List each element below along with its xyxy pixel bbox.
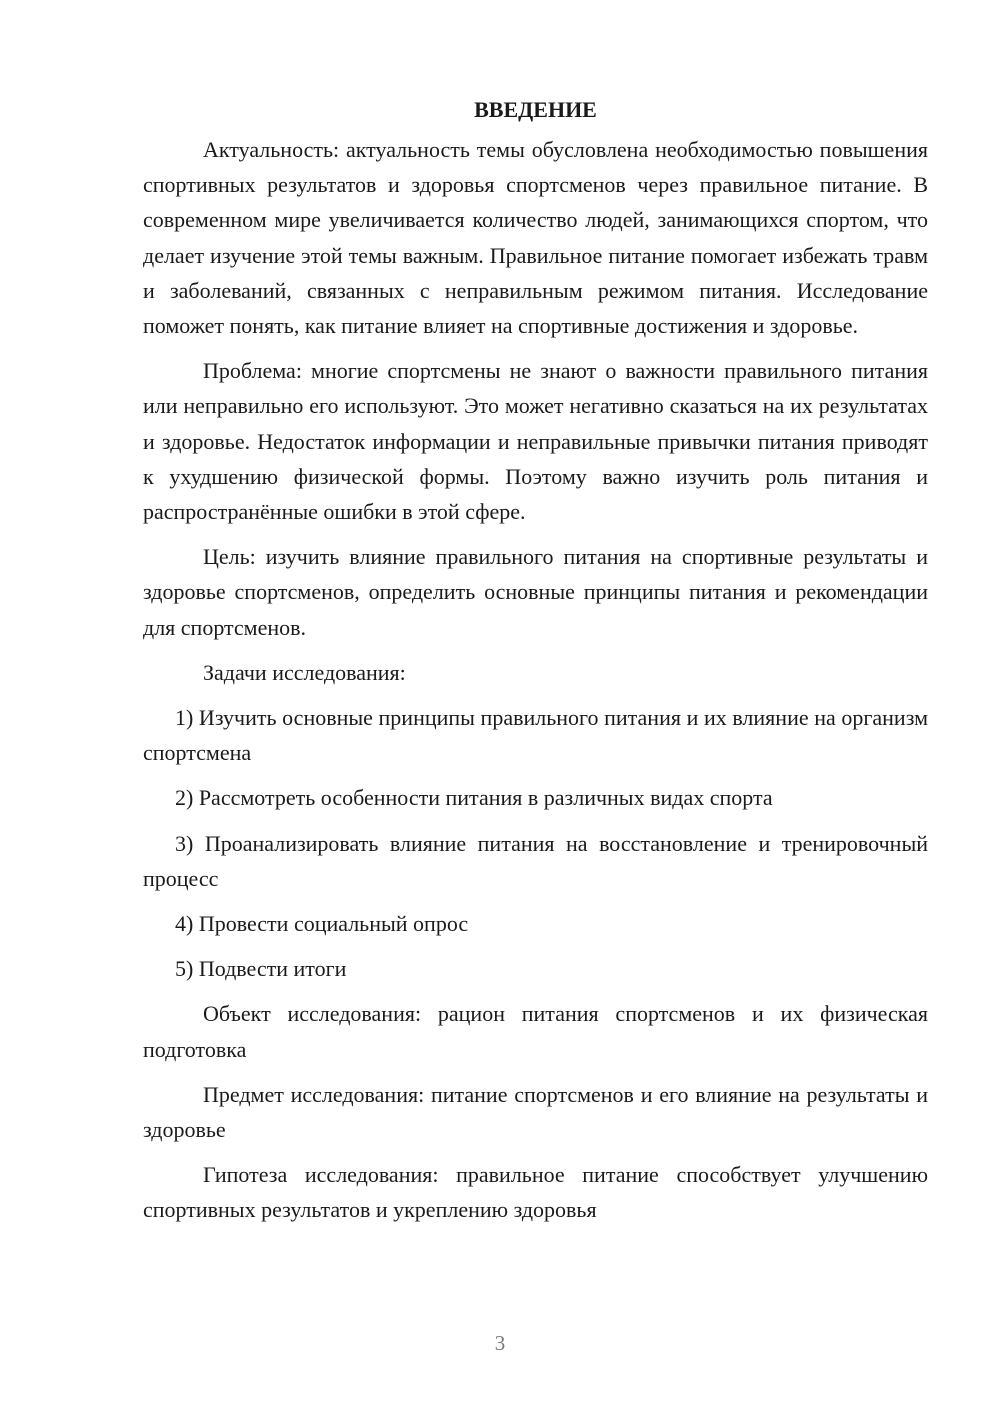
tasks-heading: Задачи исследования: xyxy=(203,659,406,685)
paragraph-object: Объект исследования: рацион питания спортсменов и их физическая подготовка xyxy=(143,1001,928,1062)
task-item-1: 1) Изучить основные принципы правильного питания и их влияние на организм спортсмена xyxy=(143,705,928,766)
paragraph-actuality: Актуальность: актуальность темы обусловлена необходимостью повышения спортивных результатов и здоровья спортсменов через правильное питание. В современном мире увеличивается количество людей, занимающихся спортом, что делает изучение этой темы важным. Правильное питание помогает избежать травм и заболеваний, связанных с неправильным режимом питания. Исследование поможет понять, как питание влияет на спортивные достижения и здоровье. xyxy=(143,137,928,339)
paragraph-problem: Проблема: многие спортсмены не знают о важности правильного питания или неправильно его используют. Это может негативно сказаться на их результатах и здоровье. Недостаток информации и неправильные привычки питания приводят к ухудшению физической формы. Поэтому важно изучить роль питания и распространённые ошибки в этой сфере. xyxy=(143,358,928,525)
paragraph-goal: Цель: изучить влияние правильного питания на спортивные результаты и здоровье спортсменов, определить основные принципы питания и рекомендации для спортсменов. xyxy=(143,544,928,640)
task-item-3: 3) Проанализировать влияние питания на восстановление и тренировочный процесс xyxy=(143,830,928,891)
paragraph-subject: Предмет исследования: питание спортсменов и его влияние на результаты и здоровье xyxy=(143,1081,928,1143)
task-item-2: 2) Рассмотреть особенности питания в различных видах спорта xyxy=(175,785,773,811)
paragraph-hypothesis: Гипотеза исследования: правильное питание способствует улучшению спортивных результатов и укреплению здоровья xyxy=(143,1162,928,1223)
document-page xyxy=(143,88,928,1228)
task-item-5: 5) Подвести итоги xyxy=(175,956,347,982)
page-number: 3 xyxy=(494,1331,506,1355)
section-title: ВВЕДЕНИЕ xyxy=(474,97,597,122)
task-item-4: 4) Провести социальный опрос xyxy=(175,911,469,937)
